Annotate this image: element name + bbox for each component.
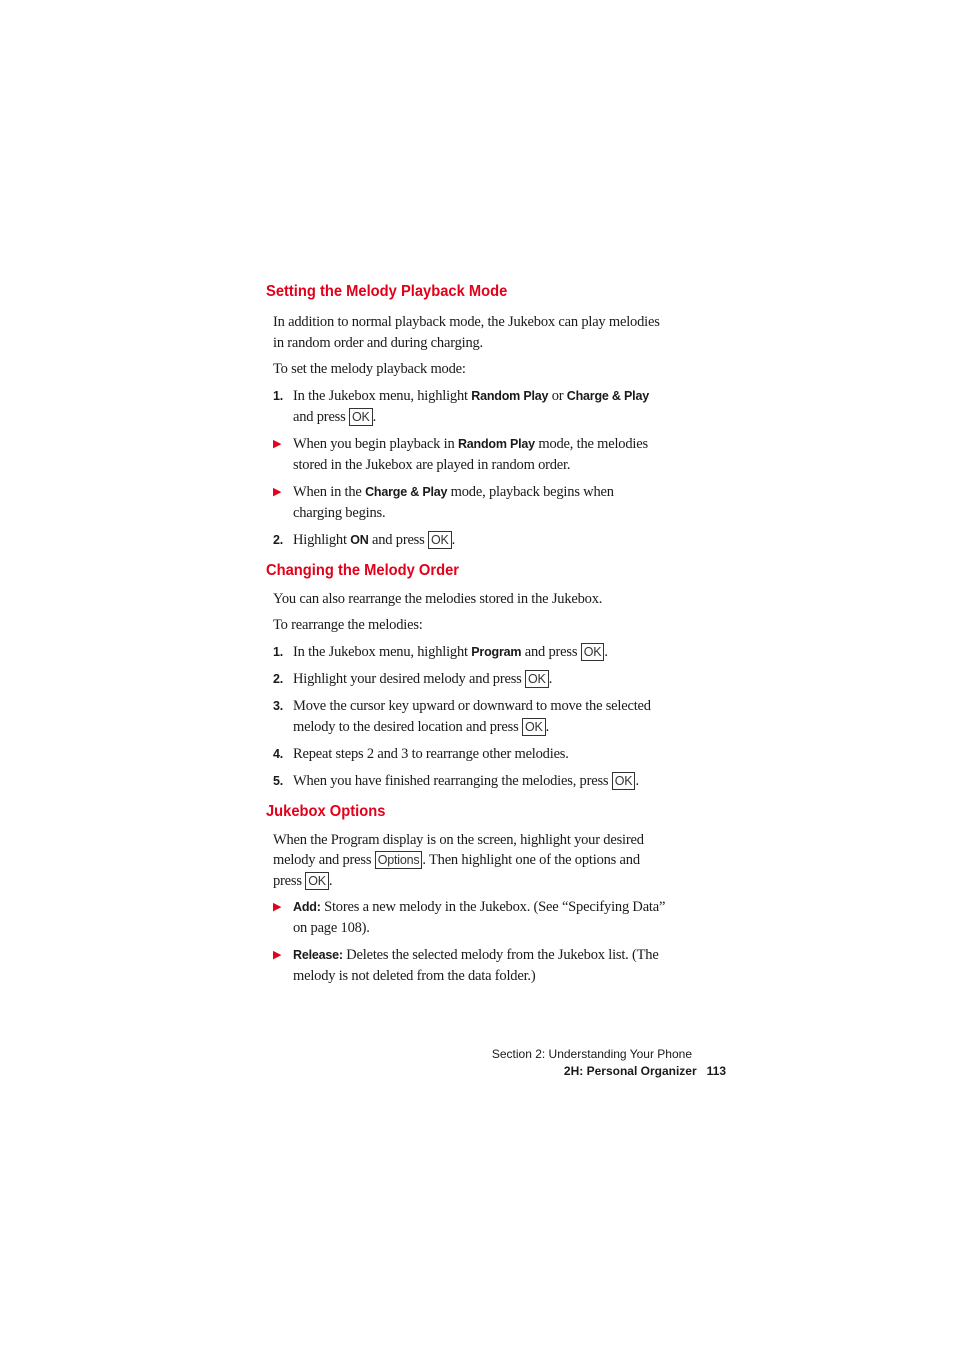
- step-text: In the Jukebox menu, highlight: [293, 643, 472, 660]
- paragraph-text: . Then highlight one of the options and press: [273, 852, 640, 889]
- menu-option-charge-play: Charge & Play: [365, 484, 448, 499]
- bullet-text: When in the: [293, 483, 366, 500]
- ok-key: OK: [522, 718, 546, 736]
- step-text: In the Jukebox menu, highlight: [293, 387, 472, 404]
- triangle-right-icon: ▶: [273, 901, 282, 913]
- punctuation: .: [328, 872, 333, 889]
- step-number: 2.: [273, 532, 284, 547]
- menu-option-charge-play: Charge & Play: [566, 388, 649, 403]
- step-text: Move the cursor key upward or downward to move the selected melody to the desired location and press: [293, 697, 651, 735]
- step-number: 1.: [273, 644, 284, 659]
- paragraph: You can also rearrange the melodies stored in the Jukebox.: [273, 590, 603, 607]
- step-item: [273, 696, 666, 738]
- step-number: 2.: [273, 671, 284, 686]
- paragraph-text: When the Program display is on the screen, highlight your desired melody and press: [273, 831, 644, 868]
- step-text: and press: [368, 531, 428, 548]
- step-item: [273, 669, 666, 690]
- step-text: or: [548, 387, 567, 404]
- bullet-item: [273, 434, 666, 476]
- step-number: 5.: [273, 773, 284, 788]
- step-number: 4.: [273, 746, 284, 761]
- paragraph: To rearrange the melodies:: [273, 617, 423, 633]
- page-footer: [491, 1046, 726, 1080]
- bullet-text: Deletes the selected melody from the Jukebox list. (The melody is not deleted from the data folder.): [293, 947, 659, 984]
- triangle-right-icon: ▶: [273, 437, 282, 450]
- paragraph: In addition to normal playback mode, the Jukebox can play melodies in random order and during charging.: [273, 314, 660, 351]
- menu-option-random-play: Random Play: [457, 436, 535, 451]
- bullet-item: [273, 945, 666, 987]
- footer-chapter: 2H: Personal Organizer: [563, 1064, 697, 1078]
- heading-setting-playback-mode: Setting the Melody Playback Mode: [266, 283, 508, 300]
- bullet-text: mode, the melodies stored in the Jukebox are played in random order.: [293, 435, 648, 473]
- step-text: Highlight your desired melody and press: [293, 670, 526, 687]
- footer-chapter-line: [492, 1063, 726, 1080]
- step-number: 3.: [273, 698, 284, 713]
- step-number: 1.: [273, 388, 284, 403]
- bullet-text: When you begin playback in: [293, 435, 458, 452]
- menu-option-random-play: Random Play: [471, 388, 549, 403]
- ok-key: OK: [428, 531, 452, 549]
- step-text: Highlight: [293, 531, 351, 548]
- bullet-text: Stores a new melody in the Jukebox. (See “Specifying Data” on page 108).: [293, 899, 666, 936]
- punctuation: .: [548, 670, 553, 687]
- option-add-label: Add:: [293, 900, 321, 914]
- page-number: 113: [706, 1064, 726, 1078]
- step-text: Repeat steps 2 and 3 to rearrange other melodies.: [293, 745, 569, 762]
- bullet-item: [273, 482, 666, 524]
- ok-key: OK: [349, 408, 373, 426]
- ok-key: OK: [581, 643, 605, 661]
- footer-section: Section 2: Understanding Your Phone: [491, 1047, 692, 1061]
- step-item: [273, 771, 666, 792]
- options-key: Options: [375, 851, 423, 869]
- heading-jukebox-options: Jukebox Options: [266, 802, 386, 820]
- punctuation: .: [451, 531, 456, 548]
- step-item: [273, 386, 666, 428]
- punctuation: .: [635, 772, 639, 789]
- paragraph: [273, 830, 666, 892]
- step-text: When you have finished rearranging the melodies, press: [293, 772, 612, 789]
- punctuation: .: [604, 643, 608, 660]
- ok-key: OK: [305, 872, 329, 890]
- paragraph: To set the melody playback mode:: [273, 361, 466, 377]
- option-on: ON: [350, 532, 369, 547]
- triangle-right-icon: ▶: [273, 949, 282, 961]
- bullet-text: mode, playback begins when charging begins.: [293, 483, 614, 521]
- triangle-right-icon: ▶: [273, 485, 282, 498]
- step-text: and press: [293, 408, 349, 425]
- page-content: [266, 280, 666, 987]
- punctuation: .: [545, 718, 550, 735]
- option-release-label: Release:: [293, 948, 343, 962]
- step-item: [273, 744, 666, 765]
- punctuation: .: [372, 408, 377, 425]
- heading-changing-melody-order: Changing the Melody Order: [266, 561, 460, 579]
- bullet-item: [273, 897, 666, 939]
- ok-key: OK: [525, 670, 549, 688]
- step-item: [273, 530, 666, 551]
- step-text: and press: [521, 643, 581, 660]
- menu-option-program: Program: [471, 644, 522, 659]
- ok-key: OK: [612, 772, 636, 790]
- step-item: [273, 642, 666, 663]
